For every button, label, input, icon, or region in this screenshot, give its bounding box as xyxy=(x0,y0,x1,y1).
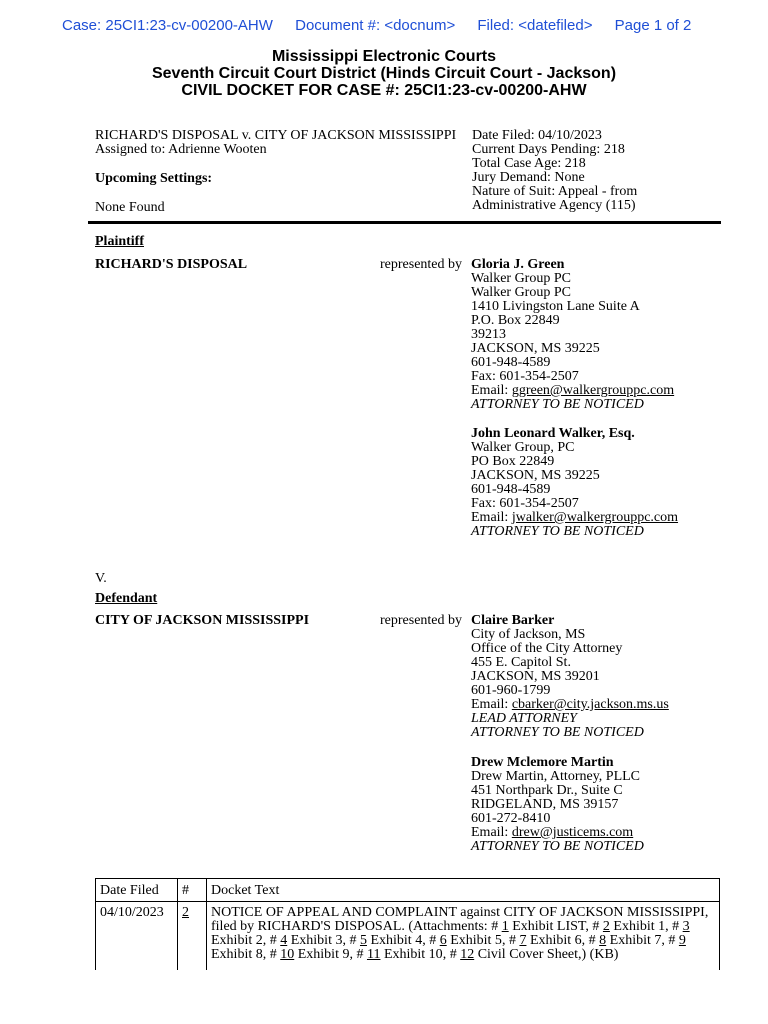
attorney-line: Office of the City Attorney xyxy=(471,641,623,656)
email-link[interactable]: jwalker@walkergrouppc.com xyxy=(511,510,679,525)
attorney-line: 601-960-1799 xyxy=(471,683,551,698)
upcoming-settings-value: None Found xyxy=(95,200,165,215)
header-divider xyxy=(88,221,721,224)
attorney-line: 601-948-4589 xyxy=(471,355,551,370)
attorney-note: ATTORNEY TO BE NOTICED xyxy=(471,524,644,539)
attachment-link[interactable]: 11 xyxy=(366,947,381,962)
nature-of-suit: Nature of Suit: Appeal - from xyxy=(472,184,638,199)
attorney-line: 1410 Livingston Lane Suite A xyxy=(471,299,640,314)
attorney-name: Claire Barker xyxy=(471,613,555,628)
attachment-label: Exhibit 5 xyxy=(446,933,502,948)
attachment-label: Exhibit 6 xyxy=(526,933,582,948)
attorney-line: Fax: 601-354-2507 xyxy=(471,496,579,511)
docket-title: CIVIL DOCKET FOR CASE #: 25CI1:23-cv-00200-AHW xyxy=(181,82,587,99)
entry-date: 04/10/2023 xyxy=(96,902,178,971)
court-header xyxy=(0,48,768,99)
attachment-label: Exhibit 4 xyxy=(366,933,423,948)
plaintiff-represented-by: represented by xyxy=(380,257,463,272)
case-stamp xyxy=(62,17,728,34)
attorney-line: Drew Martin, Attorney, PLLC xyxy=(471,769,641,784)
stamp-case: Case: 25CI1:23-cv-00200-AHW xyxy=(62,17,273,34)
attorney-line: JACKSON, MS 39201 xyxy=(471,669,600,684)
attorney-line: Fax: 601-354-2507 xyxy=(471,369,579,384)
attachment-link[interactable]: 4 xyxy=(280,933,288,948)
table-row xyxy=(96,902,720,971)
stamp-document: Document #: <docnum> xyxy=(295,17,456,34)
email-label: Email: xyxy=(471,383,512,398)
entry-number-cell xyxy=(178,902,207,971)
attorney-name: John Leonard Walker, Esq. xyxy=(471,426,635,441)
entry-text-intro: NOTICE OF APPEAL AND COMPLAINT against CITY OF JACKSON MISSISSIPPI, filed by RICHARD'S DISPOSAL. (Attachments: xyxy=(211,905,709,934)
plaintiff-name: RICHARD'S DISPOSAL xyxy=(95,257,248,272)
stamp-filed: Filed: <datefiled> xyxy=(477,17,593,34)
attorney-email-row xyxy=(471,698,741,712)
email-label: Email: xyxy=(471,825,512,840)
attachment-label: Civil Cover Sheet, xyxy=(474,947,582,962)
attachment-label: Exhibit 3 xyxy=(287,933,343,948)
attachment-label: Exhibit 1 xyxy=(609,919,666,934)
attachment-link[interactable]: 6 xyxy=(439,933,447,948)
attorney-note: ATTORNEY TO BE NOTICED xyxy=(471,839,644,854)
defendant-represented-by: represented by xyxy=(380,613,463,628)
attachment-label: Exhibit 10 xyxy=(380,947,443,962)
attorney-block xyxy=(471,614,741,740)
attorney-email-row xyxy=(471,826,741,840)
attorney-block xyxy=(471,258,741,412)
attorney-line: JACKSON, MS 39225 xyxy=(471,468,600,483)
attachment-link[interactable]: 9 xyxy=(678,933,686,948)
attorney-line: Walker Group, PC xyxy=(471,440,575,455)
court-name: Mississippi Electronic Courts xyxy=(271,48,497,65)
entry-text xyxy=(207,902,720,971)
attachment-label: Exhibit LIST xyxy=(508,919,586,934)
stamp-page: Page 1 of 2 xyxy=(614,17,692,34)
attorney-line: JACKSON, MS 39225 xyxy=(471,341,600,356)
jury-demand: Jury Demand: None xyxy=(472,170,585,185)
attachment-label: Exhibit 9 xyxy=(294,947,350,962)
attorney-line: RIDGELAND, MS 39157 xyxy=(471,797,619,812)
attachment-link[interactable]: 10 xyxy=(280,947,295,962)
email-link[interactable]: cbarker@city.jackson.ms.us xyxy=(511,697,669,712)
attachment-link[interactable]: 3 xyxy=(682,919,690,934)
attachment-link[interactable]: 1 xyxy=(501,919,509,934)
attachment-link[interactable]: 5 xyxy=(359,933,367,948)
entry-number-link[interactable]: 2 xyxy=(182,905,189,920)
attorney-line: PO Box 22849 xyxy=(471,454,555,469)
attorney-line: 601-272-8410 xyxy=(471,811,551,826)
entry-text-outro: ) (KB) xyxy=(581,947,619,962)
attorney-line: 39213 xyxy=(471,327,506,342)
attorney-line: Walker Group PC xyxy=(471,271,571,286)
attachment-label: Exhibit 7 xyxy=(606,933,662,948)
versus: V. xyxy=(95,571,107,586)
email-label: Email: xyxy=(471,697,512,712)
case-details xyxy=(472,129,732,213)
attorney-note: ATTORNEY TO BE NOTICED xyxy=(471,725,644,740)
defendant-role: Defendant xyxy=(95,591,158,606)
case-age: Total Case Age: 218 xyxy=(472,156,586,171)
attorney-line: Walker Group PC xyxy=(471,285,571,300)
docket-header-row xyxy=(96,879,720,902)
case-summary xyxy=(95,129,475,215)
attachment-label: Exhibit 8 xyxy=(211,947,263,962)
email-link[interactable]: drew@justicems.com xyxy=(511,825,634,840)
column-header-date: Date Filed xyxy=(96,879,178,902)
upcoming-settings-label: Upcoming Settings: xyxy=(95,171,213,186)
defendant-section xyxy=(95,591,725,854)
attorney-note: ATTORNEY TO BE NOTICED xyxy=(471,397,644,412)
column-header-text: Docket Text xyxy=(207,879,720,902)
attorney-name: Drew Mclemore Martin xyxy=(471,755,614,770)
attachment-link[interactable]: 8 xyxy=(599,933,607,948)
column-header-number: # xyxy=(178,879,207,902)
court-district: Seventh Circuit Court District (Hinds Circuit Court - Jackson) xyxy=(151,65,617,82)
attorney-note: LEAD ATTORNEY xyxy=(471,711,577,726)
plaintiff-role: Plaintiff xyxy=(95,234,144,249)
attorney-line: 451 Northpark Dr., Suite C xyxy=(471,783,623,798)
attorney-line: 455 E. Capitol St. xyxy=(471,655,571,670)
case-title: RICHARD'S DISPOSAL v. CITY OF JACKSON MISSISSIPPI xyxy=(95,128,457,143)
attachment-list: # 1 Exhibit LIST, # 2 Exhibit 1, # 3 Exhibit 2, # 4 Exhibit 3, # 5 Exhibit 4, # 6 Exhibit 5, # 7 Exhibit 6, # 8 Exhibit 7, # 9 Exhibit 8, # 10 Exhibit 9, # 11 Exhibit 10, # 12 Civil Cover Sheet, xyxy=(211,919,690,962)
attorney-line: City of Jackson, MS xyxy=(471,627,586,642)
attorney-line: 601-948-4589 xyxy=(471,482,551,497)
days-pending: Current Days Pending: 218 xyxy=(472,142,625,157)
attorney-line: P.O. Box 22849 xyxy=(471,313,560,328)
attorney-block xyxy=(471,756,741,854)
case-assigned: Assigned to: Adrienne Wooten xyxy=(95,142,267,157)
attorney-name: Gloria J. Green xyxy=(471,257,565,272)
attorney-email-row xyxy=(471,384,741,398)
attachment-link[interactable]: 7 xyxy=(519,933,527,948)
attachment-label: Exhibit 2 xyxy=(211,933,263,948)
docket-table xyxy=(95,878,720,970)
plaintiff-section xyxy=(95,234,725,539)
attorney-block xyxy=(471,427,741,539)
defendant-name: CITY OF JACKSON MISSISSIPPI xyxy=(95,613,310,628)
attachment-link[interactable]: 12 xyxy=(460,947,475,962)
attachment-link[interactable]: 2 xyxy=(602,919,610,934)
attorney-email-row xyxy=(471,511,741,525)
email-link[interactable]: ggreen@walkergrouppc.com xyxy=(511,383,675,398)
date-filed: Date Filed: 04/10/2023 xyxy=(472,128,602,143)
email-label: Email: xyxy=(471,510,512,525)
nature-of-suit-cont: Administrative Agency (115) xyxy=(472,198,636,213)
